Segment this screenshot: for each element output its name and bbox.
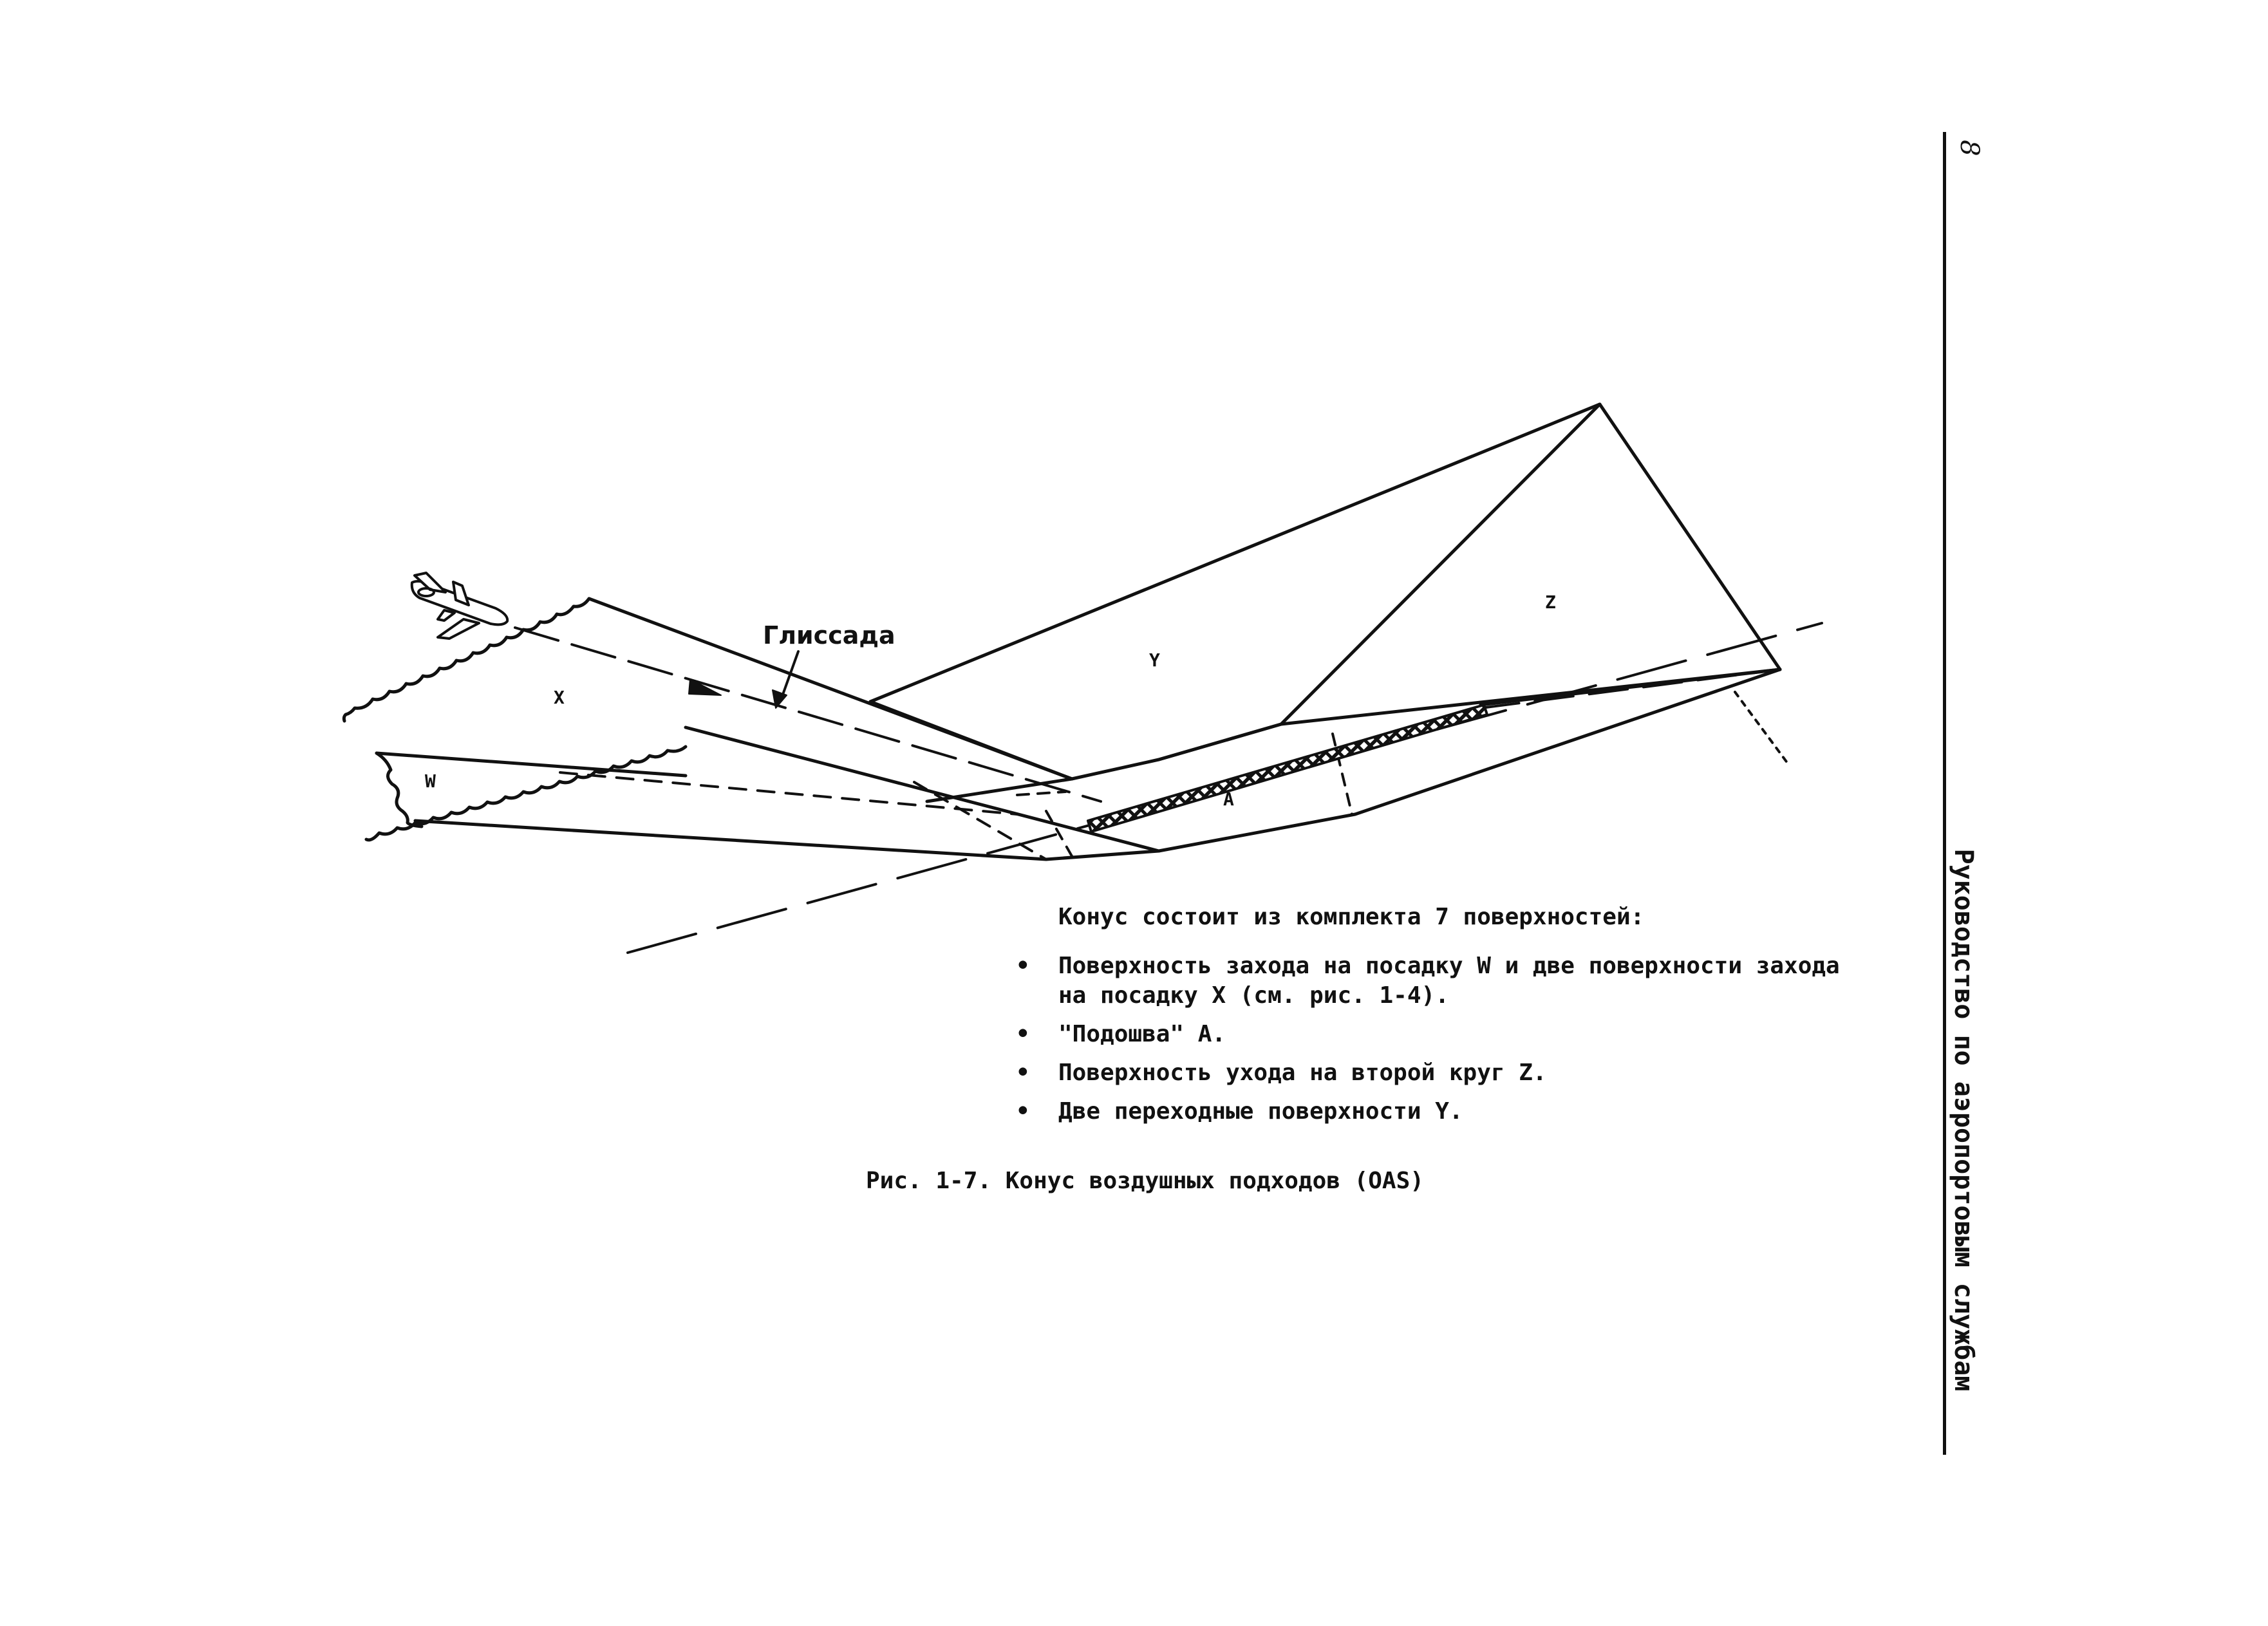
- surface-w-dashed-line: [560, 772, 1017, 814]
- surface-label-w: W: [425, 771, 436, 792]
- bullet: •: [1016, 1098, 1030, 1125]
- surface-y-top-edge: [870, 404, 1600, 702]
- bullet: •: [1016, 1060, 1030, 1086]
- bullet: •: [1016, 953, 1030, 979]
- list-item: [1011, 951, 1854, 1011]
- running-title: Руководство по аэропортовым службам: [1949, 848, 1978, 1392]
- page-number: 8: [1954, 140, 1984, 156]
- surface-w-top-edge: [377, 753, 686, 776]
- legend: [1011, 902, 1854, 1135]
- surface-label-z: Z: [1545, 592, 1556, 613]
- surface-w-bottom-edge: [415, 821, 1046, 859]
- z-dotted-extension: [1735, 692, 1790, 766]
- surface-label-y: Y: [1149, 649, 1160, 671]
- legend-item-text: "Подошва" A.: [1058, 1021, 1226, 1047]
- surface-x-inner-edge: [686, 727, 1159, 851]
- surface-a-bottom-edge: [1046, 669, 1780, 859]
- surface-label-a: A: [1223, 789, 1234, 810]
- list-item: [1011, 1020, 1854, 1049]
- legend-item-text: Поверхность захода на посадку W и две поверхности захода на посадку X (см. рис. 1-4).: [1058, 953, 1840, 1009]
- surface-label-x: X: [554, 687, 565, 708]
- list-item: [1011, 1058, 1854, 1088]
- surface-floor-dashed-line: [1017, 792, 1065, 795]
- glide-path-label: Глиссада: [763, 621, 895, 649]
- legend-item-text: Две переходные поверхности Y.: [1058, 1098, 1463, 1125]
- bullet: •: [1016, 1021, 1030, 1047]
- list-item: [1011, 1097, 1854, 1126]
- threshold-dashed-line: [1046, 811, 1072, 856]
- surface-w-wavy-edge: [377, 753, 422, 827]
- legend-intro: Конус состоит из комплекта 7 поверхностей:: [1058, 904, 1645, 930]
- legend-item-text: Поверхность ухода на второй круг Z.: [1058, 1060, 1547, 1086]
- aircraft-icon: [412, 573, 507, 639]
- surface-y-base-edge: [1159, 724, 1281, 760]
- surface-x-wavy-edge: [344, 599, 589, 721]
- figure-caption: Рис. 1-7. Конус воздушных подходов (OAS): [866, 1168, 1424, 1194]
- legend-list: [1011, 951, 1854, 1126]
